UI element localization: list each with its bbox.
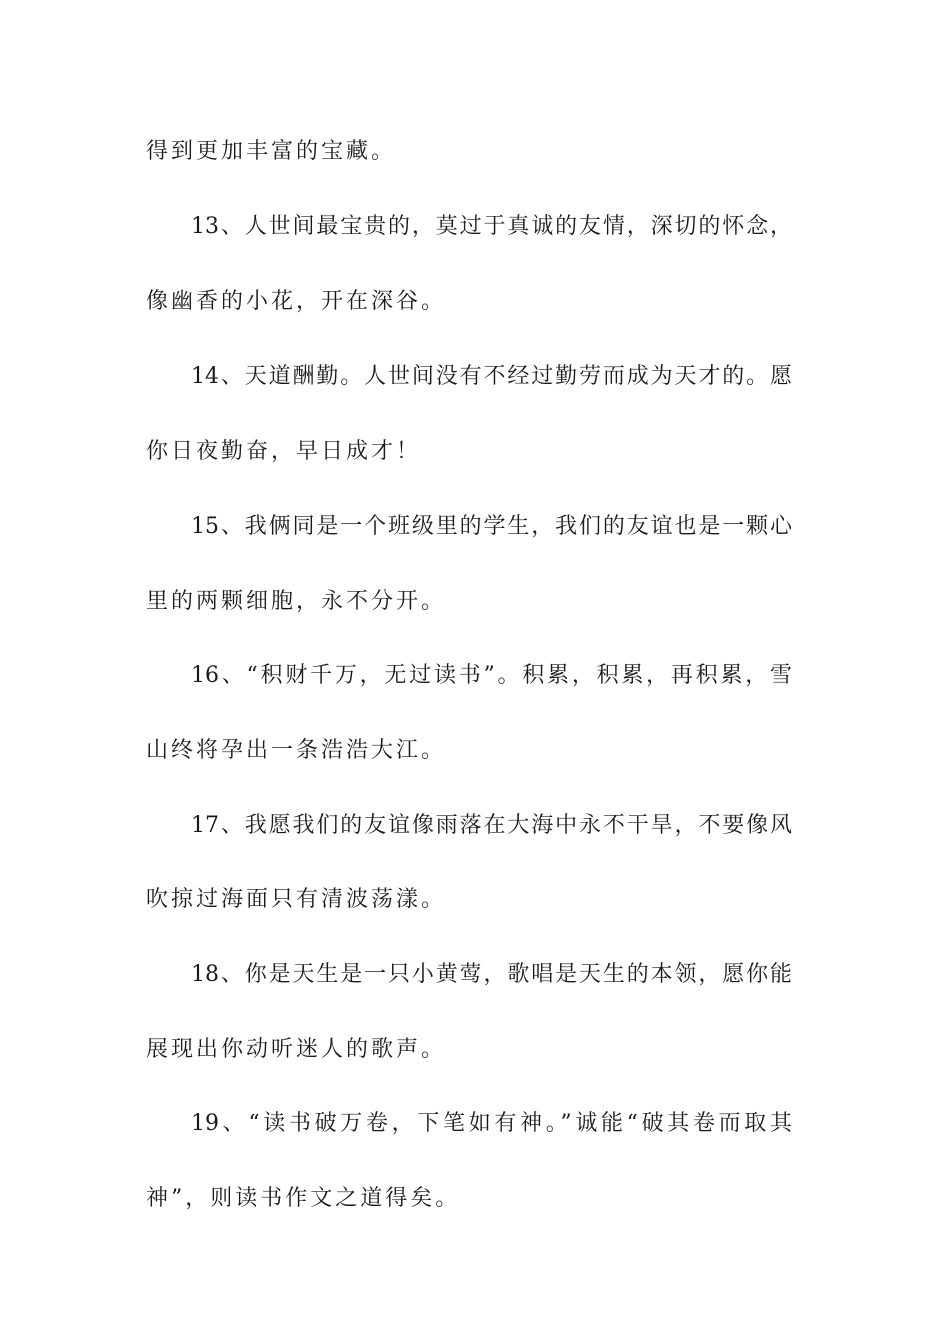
paragraph-14-line-2: 你日夜勤奋，早日成才！	[146, 439, 422, 464]
paragraph-17-line-1: 17、我愿我们的友谊像雨落在大海中永不干旱，不要像风	[191, 813, 792, 838]
paragraph-15-line-2: 里的两颗细胞，永不分开。	[146, 589, 447, 614]
text-line: 得到更加丰富的宝藏。	[146, 139, 397, 164]
paragraph-18-line-1: 18、你是天生是一只小黄莺，歌唱是天生的本领，愿你能	[191, 962, 792, 987]
paragraph-15-line-1: 15、我俩同是一个班级里的学生，我们的友谊也是一颗心	[191, 514, 792, 539]
paragraph-19-line-1: 19、“读书破万卷，下笔如有神。”诚能“破其卷而取其	[191, 1111, 792, 1136]
paragraph-13-line-2: 像幽香的小花，开在深谷。	[146, 289, 447, 314]
paragraph-16-line-2: 山终将孕出一条浩浩大江。	[146, 738, 447, 763]
paragraph-18-line-2: 展现出你动听迷人的歌声。	[146, 1037, 447, 1062]
paragraph-19-line-2: 神”，则读书作文之道得矣。	[146, 1186, 461, 1211]
paragraph-16-line-1: 16、“积财千万，无过读书”。积累，积累，再积累，雪	[191, 663, 792, 688]
paragraph-14-line-1: 14、天道酬勤。人世间没有不经过勤劳而成为天才的。愿	[191, 364, 792, 389]
paragraph-17-line-2: 吹掠过海面只有清波荡漾。	[146, 887, 447, 912]
paragraph-13-line-1: 13、人世间最宝贵的，莫过于真诚的友情，深切的怀念，	[191, 214, 792, 239]
